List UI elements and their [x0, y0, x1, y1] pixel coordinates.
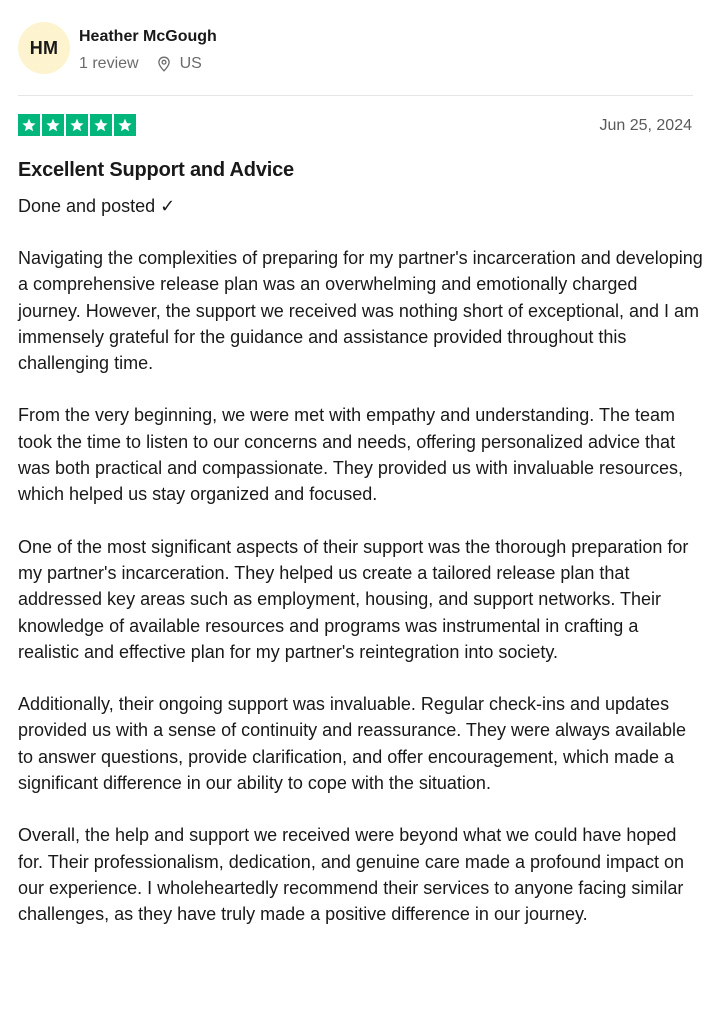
review-paragraph: One of the most significant aspects of their support was the thorough preparation for my partner's incarceration. They helped us create a tailored release plan that addressed key areas such as employment, housing, and support networks. Their knowledge of available resources and programs was instrumental in crafting a realistic and effective plan for my partner's reintegration into society. [18, 536, 689, 662]
review-date: Jun 25, 2024 [599, 117, 692, 134]
review-paragraph: Navigating the complexities of preparing for my partner's incarceration and developing a comprehensive release plan was an overwhelming and emotionally charged journey. However, the support we received was nothing short of exceptional, and I am immensely grateful for the guidance and assistance provided throughout this challenging time. [18, 248, 703, 374]
review-subtitle: Done and posted ✓ [18, 196, 176, 216]
reviewer-location [157, 54, 202, 74]
star-icon [66, 114, 88, 136]
star-icon [90, 114, 112, 136]
header-divider [18, 95, 693, 96]
reviewer-header [18, 22, 217, 74]
review-paragraph: Overall, the help and support we received were beyond what we could have hoped for. Their professionalism, dedication, and genuine care made a profound impact on our experience. I wholeheartedly recommend their services to anyone facing similar challenges, as they have truly made a positive difference in our journey. [18, 825, 685, 925]
star-rating [18, 114, 138, 136]
avatar[interactable] [18, 22, 70, 74]
reviewer-country: US [179, 55, 202, 72]
review-count: 1 review [79, 55, 139, 72]
star-icon [18, 114, 40, 136]
reviewer-info [79, 27, 217, 74]
avatar-initials: HM [29, 37, 59, 58]
reviewer-name[interactable]: Heather McGough [79, 28, 217, 45]
star-icon [42, 114, 64, 136]
star-icon [114, 114, 136, 136]
review-paragraph: From the very beginning, we were met with empathy and understanding. The team took the time to listen to our concerns and needs, offering personalized advice that was both practical and compassionate. They provided us with invaluable resources, which helped us stay organized and focused. [18, 405, 684, 505]
location-pin-icon [157, 56, 171, 72]
review-body [18, 245, 703, 954]
reviewer-meta [79, 54, 217, 74]
review-paragraph: Additionally, their ongoing support was invaluable. Regular check-ins and updates provided us with a sense of continuity and reassurance. They were always available to answer questions, provide clarification, and offer encouragement, which made a significant difference in our ability to cope with the situation. [18, 694, 687, 794]
review-title[interactable]: Excellent Support and Advice [18, 159, 294, 181]
